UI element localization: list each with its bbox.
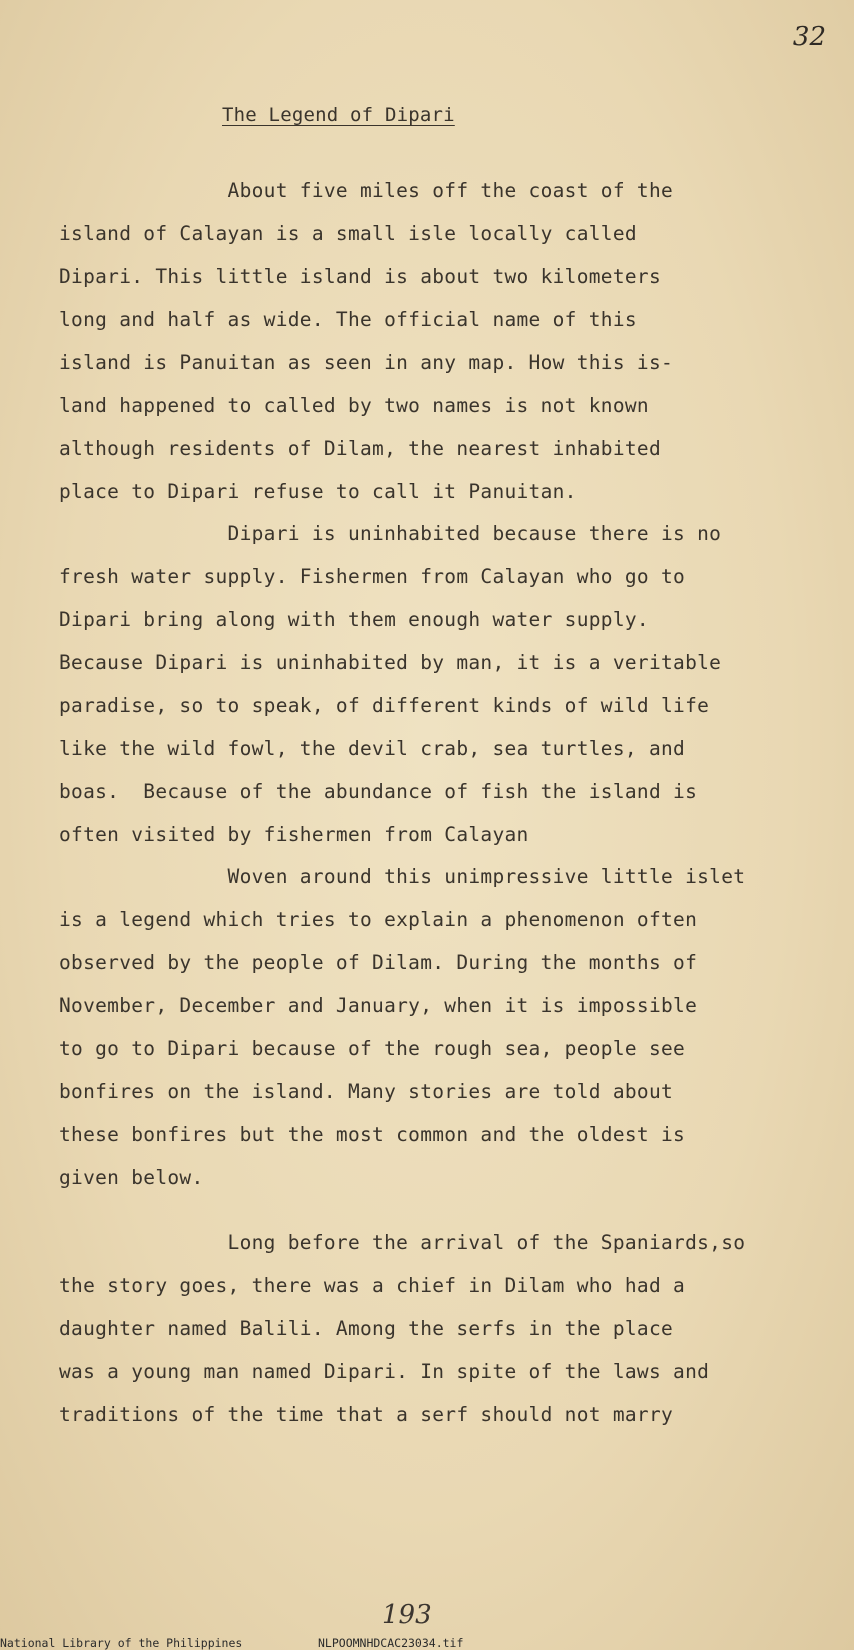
text-line: these bonfires but the most common and the oldest is (59, 1123, 686, 1146)
text-line: boas. Because of the abundance of fish the island is (59, 780, 698, 803)
text-line: About five miles off the coast of the (59, 179, 674, 202)
page-number: 32 (792, 22, 826, 52)
text-line: daughter named Balili. Among the serfs in the place (59, 1317, 674, 1340)
text-line: although residents of Dilam, the nearest inhabited (59, 437, 661, 460)
text-line: Dipari. This little island is about two kilometers (59, 265, 661, 288)
file-name-label: NLPOOMNHDCAC23034.tif (318, 1636, 464, 1650)
text-line: like the wild fowl, the devil crab, sea turtles, and (59, 737, 686, 760)
text-line: observed by the people of Dilam. During the months of (59, 951, 698, 974)
text-line: given below. (59, 1166, 204, 1189)
text-line: traditions of the time that a serf should not marry (59, 1403, 674, 1426)
text-line: to go to Dipari because of the rough sea, people see (59, 1037, 686, 1060)
handwritten-folio-number: 193 (382, 1600, 432, 1630)
text-line: Because Dipari is uninhabited by man, it is a veritable (59, 651, 722, 674)
document-title: The Legend of Dipari (222, 104, 455, 126)
text-line: Woven around this unimpressive little islet (59, 865, 746, 888)
text-line: bonfires on the island. Many stories are told about (59, 1080, 674, 1103)
text-line: the story goes, there was a chief in Dilam who had a (59, 1274, 686, 1297)
text-line: often visited by fishermen from Calayan (59, 823, 529, 846)
archive-label: National Library of the Philippines (0, 1636, 243, 1650)
text-line: island of Calayan is a small isle locally called (59, 222, 637, 245)
text-line: November, December and January, when it is impossible (59, 994, 698, 1017)
text-line: paradise, so to speak, of different kinds of wild life (59, 694, 710, 717)
paragraph-4 (59, 1221, 819, 1436)
text-line: fresh water supply. Fishermen from Calayan who go to (59, 565, 686, 588)
text-line: long and half as wide. The official name of this (59, 308, 637, 331)
text-line: Dipari is uninhabited because there is no (59, 522, 722, 545)
paragraph-2 (59, 512, 819, 856)
text-line: Dipari bring along with them enough water supply. (59, 608, 649, 631)
text-line: island is Panuitan as seen in any map. How this is- (59, 351, 674, 374)
text-line: land happened to called by two names is not known (59, 394, 649, 417)
text-line: Long before the arrival of the Spaniards,so (59, 1231, 746, 1254)
paragraph-3 (59, 855, 819, 1199)
text-line: was a young man named Dipari. In spite of the laws and (59, 1360, 710, 1383)
text-line: place to Dipari refuse to call it Panuitan. (59, 480, 577, 503)
text-line: is a legend which tries to explain a phenomenon often (59, 908, 698, 931)
paragraph-1 (59, 169, 819, 513)
